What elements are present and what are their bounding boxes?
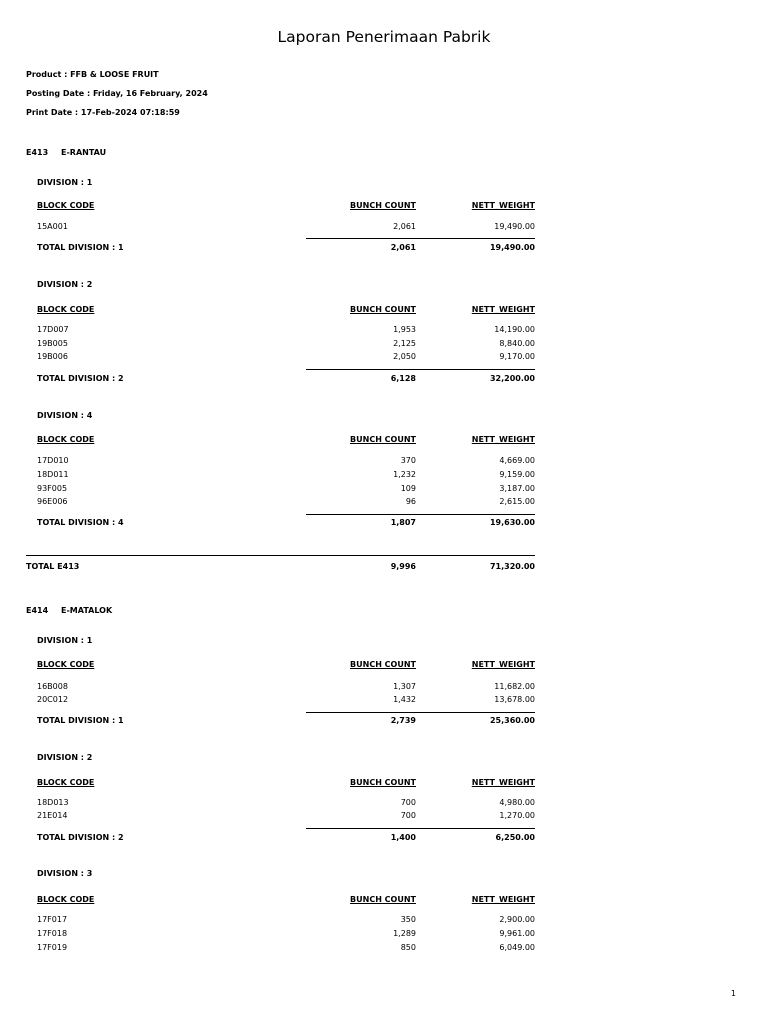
block-code-cell: 18D011 [37, 470, 69, 479]
nett-weight-header: NETT_WEIGHT [471, 201, 535, 210]
table-row [37, 222, 535, 234]
block-code-cell: 20C012 [37, 695, 69, 704]
page-number: 1 [730, 989, 736, 998]
block-code-cell: 17F018 [37, 929, 68, 938]
bunch-count-cell: 2,061 [393, 222, 416, 231]
column-header-row [37, 201, 535, 213]
bunch-count-header: BUNCH COUNT [350, 435, 416, 444]
bunch-count-cell: 1,289 [393, 929, 416, 938]
nett-weight-cell: 2,615.00 [499, 497, 535, 506]
block-code-header: BLOCK CODE [37, 435, 95, 444]
total-weight: 32,200.00 [489, 374, 535, 383]
nett-weight-cell: 4,980.00 [499, 798, 535, 807]
table-row [37, 470, 535, 482]
nett-weight-cell: 6,049.00 [499, 943, 535, 952]
estate-code: E413 [26, 148, 49, 157]
nett-weight-cell: 3,187.00 [499, 484, 535, 493]
bunch-count-header: BUNCH COUNT [350, 305, 416, 314]
column-header-row [37, 660, 535, 672]
table-row [37, 456, 535, 468]
table-row [37, 929, 535, 941]
nett-weight-cell: 13,678.00 [494, 695, 535, 704]
total-bunch: 6,128 [390, 374, 416, 383]
nett-weight-header: NETT_WEIGHT [471, 895, 535, 904]
bunch-count-cell: 850 [400, 943, 416, 952]
total-bunch: 1,807 [390, 518, 416, 527]
product-line: Product : FFB & LOOSE FRUIT [26, 70, 159, 79]
total-bunch: 2,061 [390, 243, 416, 252]
division-title: DIVISION : 1 [37, 636, 93, 645]
bunch-count-cell: 1,953 [393, 325, 416, 334]
block-code-cell: 17D010 [37, 456, 69, 465]
estate-name: E-RANTAU [61, 148, 107, 157]
division-total-row [37, 243, 535, 255]
column-header-row [37, 305, 535, 317]
total-label: TOTAL DIVISION : 2 [37, 833, 124, 842]
division-total-row [37, 518, 535, 530]
bunch-count-cell: 109 [400, 484, 416, 493]
nett-weight-cell: 9,159.00 [499, 470, 535, 479]
block-code-cell: 17D007 [37, 325, 69, 334]
nett-weight-cell: 9,961.00 [499, 929, 535, 938]
bunch-count-cell: 350 [400, 915, 416, 924]
block-code-cell: 19B005 [37, 339, 68, 348]
division-total-row [37, 374, 535, 386]
table-row [37, 484, 535, 496]
block-code-cell: 96E006 [37, 497, 68, 506]
column-header-row [37, 895, 535, 907]
nett-weight-cell: 19,490.00 [494, 222, 535, 231]
column-header-row [37, 778, 535, 790]
bunch-count-cell: 96 [405, 497, 416, 506]
division-total-row [37, 716, 535, 728]
total-rule [306, 828, 535, 829]
total-weight: 25,360.00 [489, 716, 535, 725]
total-weight: 19,490.00 [489, 243, 535, 252]
table-row [37, 798, 535, 810]
total-label: TOTAL DIVISION : 2 [37, 374, 124, 383]
estate-name: E-MATALOK [61, 606, 113, 615]
block-code-header: BLOCK CODE [37, 201, 95, 210]
division-title: DIVISION : 3 [37, 869, 93, 878]
nett-weight-header: NETT_WEIGHT [471, 660, 535, 669]
posting-date: Posting Date : Friday, 16 February, 2024 [26, 89, 208, 98]
block-code-cell: 16B008 [37, 682, 68, 691]
bunch-count-cell: 1,307 [393, 682, 416, 691]
bunch-count-cell: 2,125 [393, 339, 416, 348]
table-row [37, 682, 535, 694]
division-title: DIVISION : 2 [37, 753, 93, 762]
nett-weight-cell: 14,190.00 [494, 325, 535, 334]
bunch-count-cell: 370 [400, 456, 416, 465]
block-code-cell: 17F017 [37, 915, 68, 924]
bunch-count-header: BUNCH COUNT [350, 201, 416, 210]
table-row [37, 352, 535, 364]
estate-total-rule [26, 555, 535, 556]
division-title: DIVISION : 2 [37, 280, 93, 289]
division-title: DIVISION : 4 [37, 411, 93, 420]
total-bunch: 1,400 [390, 833, 416, 842]
nett-weight-cell: 1,270.00 [499, 811, 535, 820]
block-code-header: BLOCK CODE [37, 778, 95, 787]
block-code-cell: 19B006 [37, 352, 68, 361]
block-code-cell: 17F019 [37, 943, 68, 952]
nett-weight-cell: 11,682.00 [494, 682, 535, 691]
nett-weight-cell: 4,669.00 [499, 456, 535, 465]
division-title: DIVISION : 1 [37, 178, 93, 187]
print-date: Print Date : 17-Feb-2024 07:18:59 [26, 108, 180, 117]
bunch-count-header: BUNCH COUNT [350, 660, 416, 669]
nett-weight-header: NETT_WEIGHT [471, 305, 535, 314]
table-row [37, 915, 535, 927]
division-total-row [37, 833, 535, 845]
total-weight: 19,630.00 [489, 518, 535, 527]
block-code-header: BLOCK CODE [37, 660, 95, 669]
block-code-cell: 18D013 [37, 798, 69, 807]
bunch-count-cell: 700 [400, 798, 416, 807]
bunch-count-cell: 700 [400, 811, 416, 820]
total-bunch: 2,739 [390, 716, 416, 725]
table-row [37, 325, 535, 337]
report-title: Laporan Penerimaan Pabrik [277, 28, 491, 46]
estate-heading [26, 148, 106, 157]
table-row [37, 497, 535, 509]
table-row [37, 695, 535, 707]
total-rule [306, 514, 535, 515]
block-code-cell: 21E014 [37, 811, 68, 820]
table-row [37, 811, 535, 823]
block-code-cell: 15A001 [37, 222, 68, 231]
bunch-count-cell: 2,050 [393, 352, 416, 361]
nett-weight-header: NETT_WEIGHT [471, 435, 535, 444]
bunch-count-cell: 1,432 [393, 695, 416, 704]
nett-weight-header: NETT_WEIGHT [471, 778, 535, 787]
total-weight: 6,250.00 [495, 833, 535, 842]
total-label: TOTAL DIVISION : 1 [37, 243, 124, 252]
estate-heading [26, 606, 112, 615]
bunch-count-header: BUNCH COUNT [350, 895, 416, 904]
total-label: TOTAL DIVISION : 1 [37, 716, 124, 725]
column-header-row [37, 435, 535, 447]
nett-weight-cell: 9,170.00 [499, 352, 535, 361]
bunch-count-cell: 1,232 [393, 470, 416, 479]
nett-weight-cell: 8,840.00 [499, 339, 535, 348]
block-code-header: BLOCK CODE [37, 895, 95, 904]
total-label: TOTAL DIVISION : 4 [37, 518, 124, 527]
total-rule [306, 238, 535, 239]
nett-weight-cell: 2,900.00 [499, 915, 535, 924]
estate-total-label: TOTAL E413 [26, 562, 80, 571]
table-row [37, 943, 535, 955]
estate-total-weight: 71,320.00 [489, 562, 535, 571]
estate-total-row [26, 562, 535, 574]
block-code-header: BLOCK CODE [37, 305, 95, 314]
total-rule [306, 712, 535, 713]
bunch-count-header: BUNCH COUNT [350, 778, 416, 787]
estate-total-bunch: 9,996 [390, 562, 416, 571]
block-code-cell: 93F005 [37, 484, 68, 493]
estate-code: E414 [26, 606, 49, 615]
table-row [37, 339, 535, 351]
total-rule [306, 369, 535, 370]
